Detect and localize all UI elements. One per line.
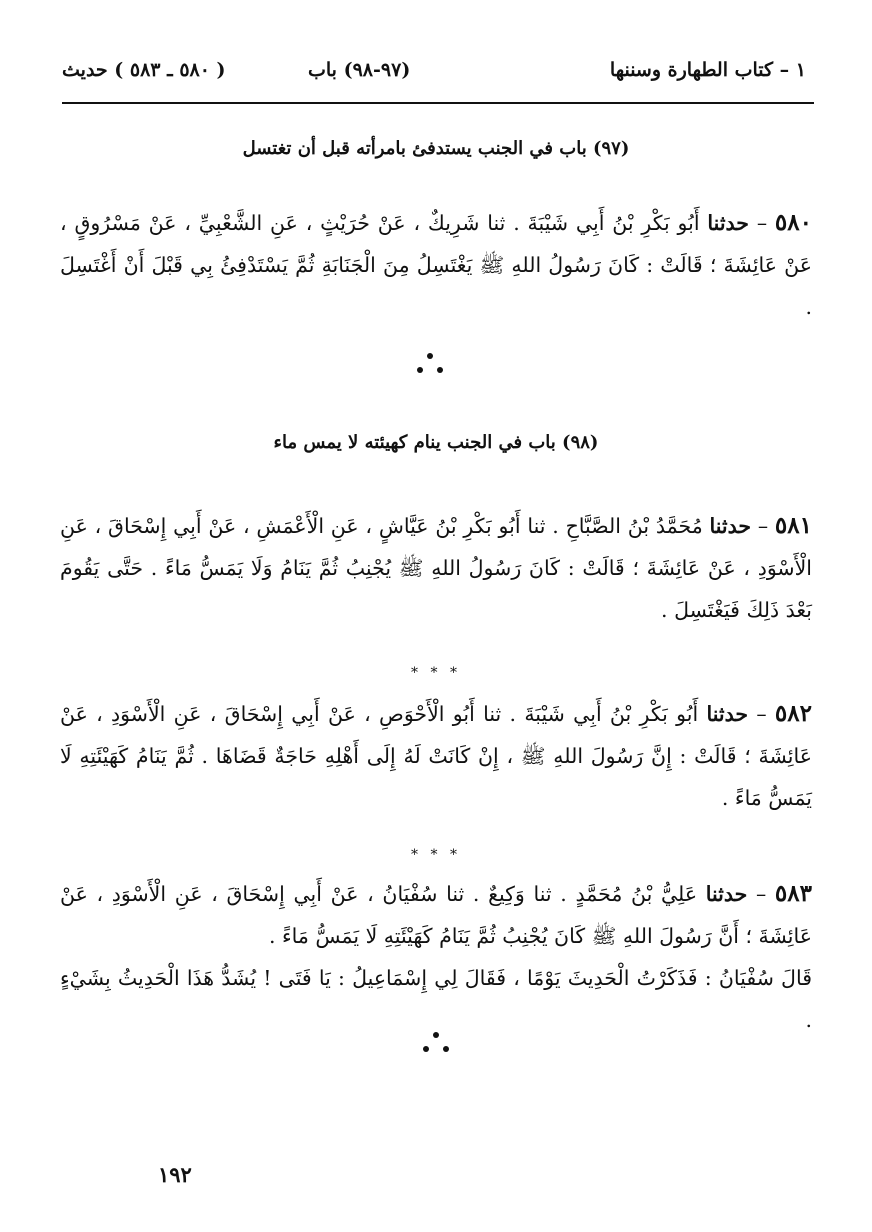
hadith-opener: حدثنا <box>705 882 748 906</box>
star-separator: * * * <box>411 665 461 681</box>
hadith-580: ٥٨٠ – حدثنا أَبُو بَكْرِ بْنُ أَبِي شَيْبَةَ . ثنا شَرِيكٌ ، عَنْ حُرَيْثٍ ، عَنِ الشَّعْبِيِّ ، عَنْ مَسْرُوقٍ ، عَنْ عَائِشَةَ ؛ قَالَتْ : كَانَ رَسُولُ اللهِ ﷺ يَغْتَسِلُ مِنَ الْجَنَابَةِ ثُمَّ يَسْتَدْفِئُ بِي قَبْلَ أَنْ أَغْتَسِلَ . <box>60 209 812 319</box>
three-dot-ornament <box>418 1032 458 1058</box>
hadith-text: عَلِيُّ بْنُ مُحَمَّدٍ . ثنا وَكِيعٌ . ثنا سُفْيَانُ ، عَنْ أَبِي إِسْحَاقَ ، عَنِ الْأَسْوَدِ ، عَنْ عَائِشَةَ ؛ أَنَّ رَسُولَ اللهِ ﷺ كَانَ يُجْنِبُ ثُمَّ يَنَامُ كَهَيْئَتِهِ لَا يَمَسُّ مَاءً . <box>60 882 812 948</box>
hadith-range: ( ٥٨٠ ـ ٥٨٣ ) حديث <box>62 59 226 81</box>
hadith-number: ٥٨٣ <box>774 880 812 907</box>
hadith-text: مُحَمَّدُ بْنُ الصَّبَّاحِ . ثنا أَبُو بَكْرِ بْنُ عَيَّاشٍ ، عَنِ الْأَعْمَشِ ، عَنْ أَبِي إِسْحَاقَ ، عَنِ الْأَسْوَدِ ، عَنْ عَائِشَةَ ؛ قَالَتْ : كَانَ رَسُولُ اللهِ ﷺ يُجْنِبُ ثُمَّ يَنَامُ وَلَا يَمَسُّ مَاءً . حَتَّى يَقُومَ بَعْدَ ذَلِكَ فَيَغْتَسِلَ . <box>60 514 812 622</box>
hadith-opener: حدثنا <box>709 514 752 538</box>
page-number: ١٩٢ <box>158 1162 192 1187</box>
hadith-opener: حدثنا <box>707 211 749 235</box>
star-separator: * * * <box>411 847 461 863</box>
hadith-583: ٥٨٣ – حدثنا عَلِيُّ بْنُ مُحَمَّدٍ . ثنا وَكِيعٌ . ثنا سُفْيَانُ ، عَنْ أَبِي إِسْحَاقَ ، عَنِ الْأَسْوَدِ ، عَنْ عَائِشَةَ ؛ أَنَّ رَسُولَ اللهِ ﷺ كَانَ يُجْنِبُ ثُمَّ يَنَامُ كَهَيْئَتِهِ لَا يَمَسُّ مَاءً . قَالَ سُفْيَانُ : فَذَكَرْتُ الْحَدِيثَ يَوْمًا ، فَقَالَ لِي إِسْمَاعِيلُ : يَا فَتَى ! يُشَدُّ هَذَا الْحَدِيثُ بِشَيْءٍ . <box>60 880 812 1032</box>
running-header <box>60 55 816 95</box>
section-heading-97: (٩٧) باب في الجنب يستدفئ بامرأته قبل أن تغتسل <box>242 138 630 159</box>
section-heading-98: (٩٨) باب في الجنب ينام كهيئته لا يمس ماء <box>273 432 599 453</box>
hadith-581: ٥٨١ – حدثنا مُحَمَّدُ بْنُ الصَّبَّاحِ . ثنا أَبُو بَكْرِ بْنُ عَيَّاشٍ ، عَنِ الْأَعْمَشِ ، عَنْ أَبِي إِسْحَاقَ ، عَنِ الْأَسْوَدِ ، عَنْ عَائِشَةَ ؛ قَالَتْ : كَانَ رَسُولُ اللهِ ﷺ يُجْنِبُ ثُمَّ يَنَامُ وَلَا يَمَسُّ مَاءً . حَتَّى يَقُومَ بَعْدَ ذَلِكَ فَيَغْتَسِلَ . <box>60 512 812 622</box>
hadith-note: قَالَ سُفْيَانُ : فَذَكَرْتُ الْحَدِيثَ يَوْمًا ، فَقَالَ لِي إِسْمَاعِيلُ : يَا فَتَى ! يُشَدُّ هَذَا الْحَدِيثُ بِشَيْءٍ . <box>60 966 812 1032</box>
hadith-text: أَبُو بَكْرِ بْنُ أَبِي شَيْبَةَ . ثنا شَرِيكٌ ، عَنْ حُرَيْثٍ ، عَنِ الشَّعْبِيِّ ، عَنْ مَسْرُوقٍ ، عَنْ عَائِشَةَ ؛ قَالَتْ : كَانَ رَسُولُ اللهِ ﷺ يَغْتَسِلُ مِنَ الْجَنَابَةِ ثُمَّ يَسْتَدْفِئُ بِي قَبْلَ أَنْ أَغْتَسِلَ . <box>60 211 812 319</box>
hadith-number: ٥٨١ <box>774 512 812 539</box>
three-dot-ornament <box>412 353 452 379</box>
hadith-number: ٥٨٢ <box>774 700 812 727</box>
header-rule <box>62 102 814 104</box>
book-title: ١ – كتاب الطهارة وسننها <box>609 59 806 81</box>
hadith-number: ٥٨٠ <box>774 209 812 236</box>
hadith-text: أَبُو بَكْرِ بْنُ أَبِي شَيْبَةَ . ثنا أَبُو الْأَحْوَصِ ، عَنْ أَبِي إِسْحَاقَ ، عَنِ الْأَسْوَدِ ، عَنْ عَائِشَةَ ؛ قَالَتْ : إِنَّ رَسُولَ اللهِ ﷺ ، إِنْ كَانَتْ لَهُ إِلَى أَهْلِهِ حَاجَةٌ قَضَاهَا . ثُمَّ يَنَامُ كَهَيْئَتِهِ لَا يَمَسُّ مَاءً . <box>60 702 812 810</box>
hadith-582: ٥٨٢ – حدثنا أَبُو بَكْرِ بْنُ أَبِي شَيْبَةَ . ثنا أَبُو الْأَحْوَصِ ، عَنْ أَبِي إِسْحَاقَ ، عَنِ الْأَسْوَدِ ، عَنْ عَائِشَةَ ؛ قَالَتْ : إِنَّ رَسُولَ اللهِ ﷺ ، إِنْ كَانَتْ لَهُ إِلَى أَهْلِهِ حَاجَةٌ قَضَاهَا . ثُمَّ يَنَامُ كَهَيْئَتِهِ لَا يَمَسُّ مَاءً . <box>60 700 812 810</box>
chapter-range: (٩٧-٩٨) باب <box>308 59 411 81</box>
hadith-opener: حدثنا <box>706 702 749 726</box>
